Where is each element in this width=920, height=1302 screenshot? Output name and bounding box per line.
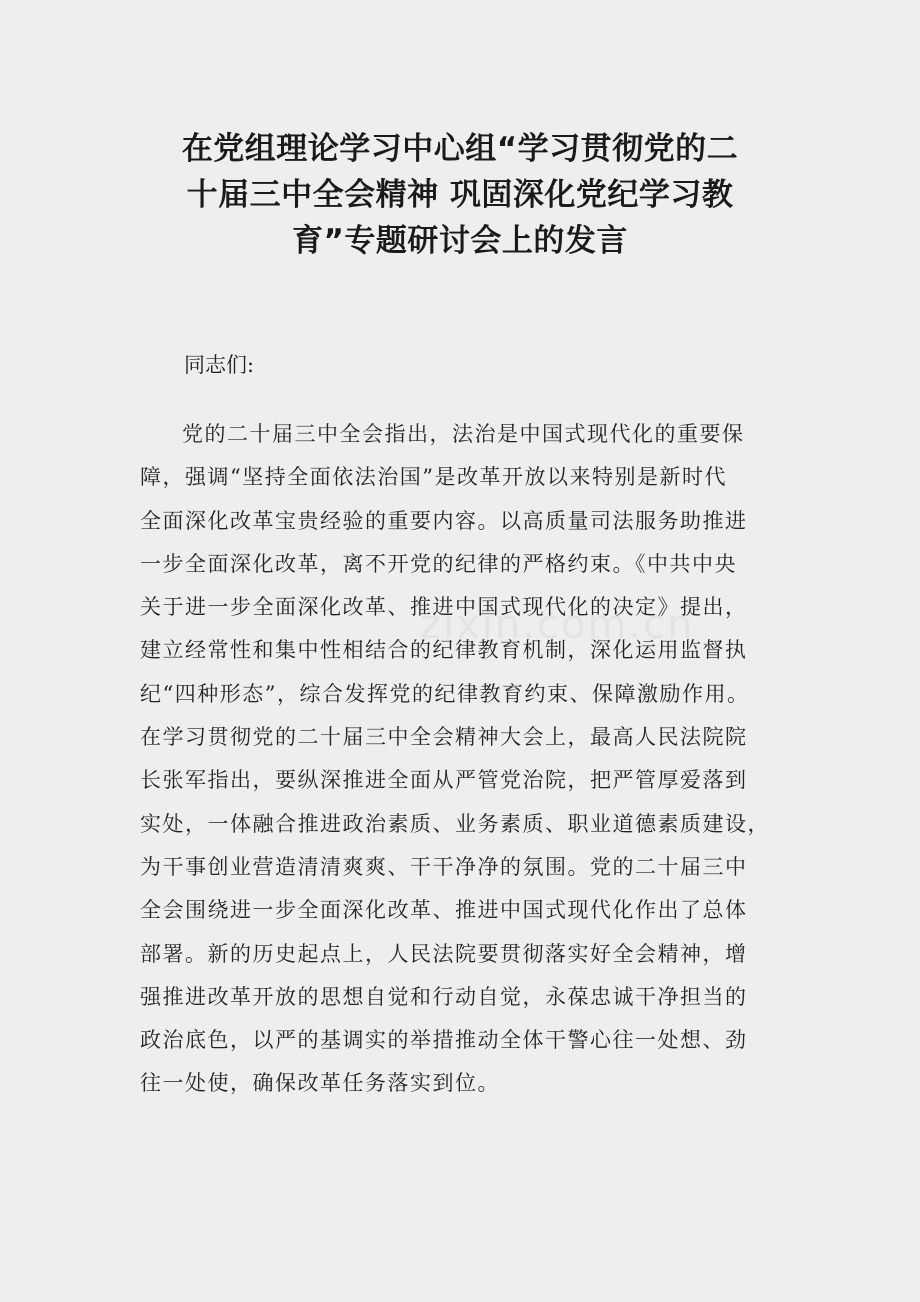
salutation: 同志们: bbox=[184, 353, 255, 377]
body-line: 一步全面深化改革，离不开党的纪律的严格约束。《中共中央 bbox=[140, 551, 737, 576]
title-line: 十届三中全会精神 巩固深化党纪学习教 bbox=[186, 177, 734, 213]
body-line: 往一处使，确保改革任务落实到位。 bbox=[140, 1071, 500, 1096]
body-line: 为干事创业营造清清爽爽、干干净净的氛围。党的二十届三中 bbox=[140, 854, 748, 879]
title-line: 育”专题研讨会上的发言 bbox=[292, 223, 628, 259]
body-line: 障，强调“坚持全面依法治国”是改革开放以来特别是新时代 bbox=[140, 465, 727, 490]
document-title bbox=[140, 126, 780, 264]
body-line: 强推进改革开放的思想自觉和行动自觉，永葆忠诚干净担当的 bbox=[140, 984, 748, 1009]
body-line: 实处，一体融合推进政治素质、业务素质、职业道德素质建设， bbox=[140, 811, 770, 836]
body-line: 纪“四种形态”，综合发挥党的纪律教育约束、保障激励作用。 bbox=[140, 681, 750, 706]
body-line: 全会围绕进一步全面深化改革、推进中国式现代化作出了总体 bbox=[140, 898, 748, 923]
body-line: 政治底色，以严的基调实的举措推动全体干警心往一处想、劲 bbox=[140, 1028, 748, 1053]
body-line: 长张军指出，要纵深推进全面从严管党治院，把严管厚爱落到 bbox=[140, 768, 748, 793]
body-line: 部署。新的历史起点上，人民法院要贯彻落实好全会精神，增 bbox=[140, 941, 748, 966]
body-line: 关于进一步全面深化改革、推进中国式现代化的决定》提出， bbox=[140, 595, 748, 620]
body-line: 全面深化改革宝贵经验的重要内容。以高质量司法服务助推进 bbox=[140, 508, 748, 533]
body-paragraph bbox=[140, 413, 790, 1106]
body-line: 党的二十届三中全会指出，法治是中国式现代化的重要保 bbox=[182, 422, 745, 446]
title-line: 在党组理论学习中心组“学习贯彻党的二 bbox=[181, 131, 739, 167]
body-line: 在学习贯彻党的二十届三中全会精神大会上，最高人民法院院 bbox=[140, 725, 748, 750]
body-line: 建立经常性和集中性相结合的纪律教育机制，深化运用监督执 bbox=[140, 638, 748, 663]
